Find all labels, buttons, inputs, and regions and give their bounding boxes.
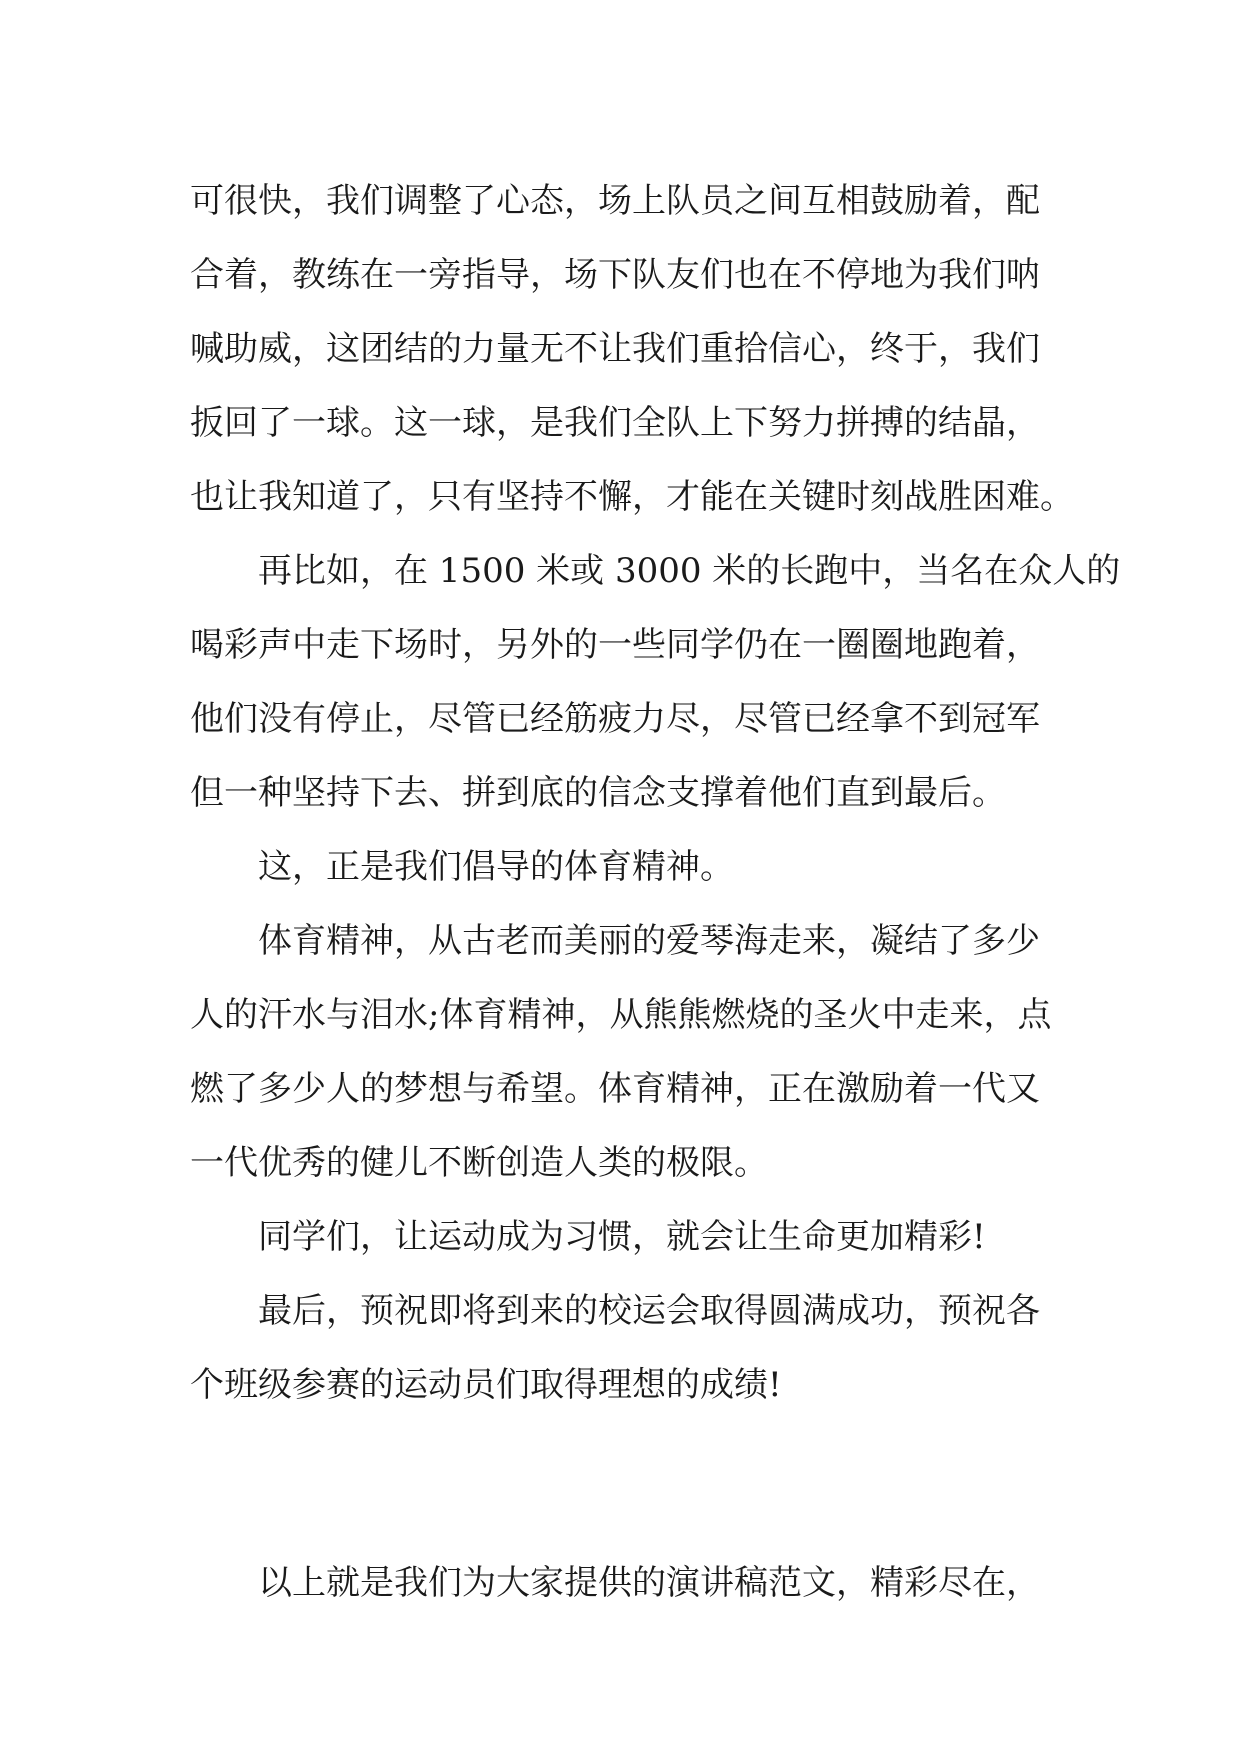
paragraph-first-line: 以上就是我们为大家提供的演讲稿范文，精彩尽在， [258,1563,1040,1603]
text-line: 喊助威，这团结的力量无不让我们重拾信心，终于，我们 [190,329,1040,369]
text-line: 扳回了一球。这一球，是我们全队上下努力拼搏的结晶， [190,403,1040,443]
text-line: 也让我知道了，只有坚持不懈，才能在关键时刻战胜困难。 [190,477,1074,517]
paragraph-first-line: 再比如，在 1500 米或 3000 米的长跑中，当名在众人的 [258,551,1121,591]
text-line: 合着，教练在一旁指导，场下队友们也在不停地为我们呐 [190,255,1040,295]
text-line: 个班级参赛的运动员们取得理想的成绩! [190,1365,782,1405]
text-line: 但一种坚持下去、拼到底的信念支撑着他们直到最后。 [190,773,1006,813]
paragraph-first-line: 最后，预祝即将到来的校运会取得圆满成功，预祝各 [258,1291,1040,1331]
paragraph-first-line: 同学们，让运动成为习惯，就会让生命更加精彩! [258,1217,986,1257]
text-line: 可很快，我们调整了心态，场上队员之间互相鼓励着，配 [190,181,1040,221]
text-line: 人的汗水与泪水;体育精神，从熊熊燃烧的圣火中走来，点 [190,995,1052,1035]
paragraph-first-line: 体育精神，从古老而美丽的爱琴海走来，凝结了多少 [258,921,1040,961]
text-line: 他们没有停止，尽管已经筋疲力尽，尽管已经拿不到冠军 [190,699,1040,739]
text-line: 喝彩声中走下场时，另外的一些同学仍在一圈圈地跑着， [190,625,1040,665]
text-line: 一代优秀的健儿不断创造人类的极限。 [190,1143,768,1183]
text-line: 燃了多少人的梦想与希望。体育精神，正在激励着一代又 [190,1069,1040,1109]
paragraph-first-line: 这，正是我们倡导的体育精神。 [258,847,734,887]
